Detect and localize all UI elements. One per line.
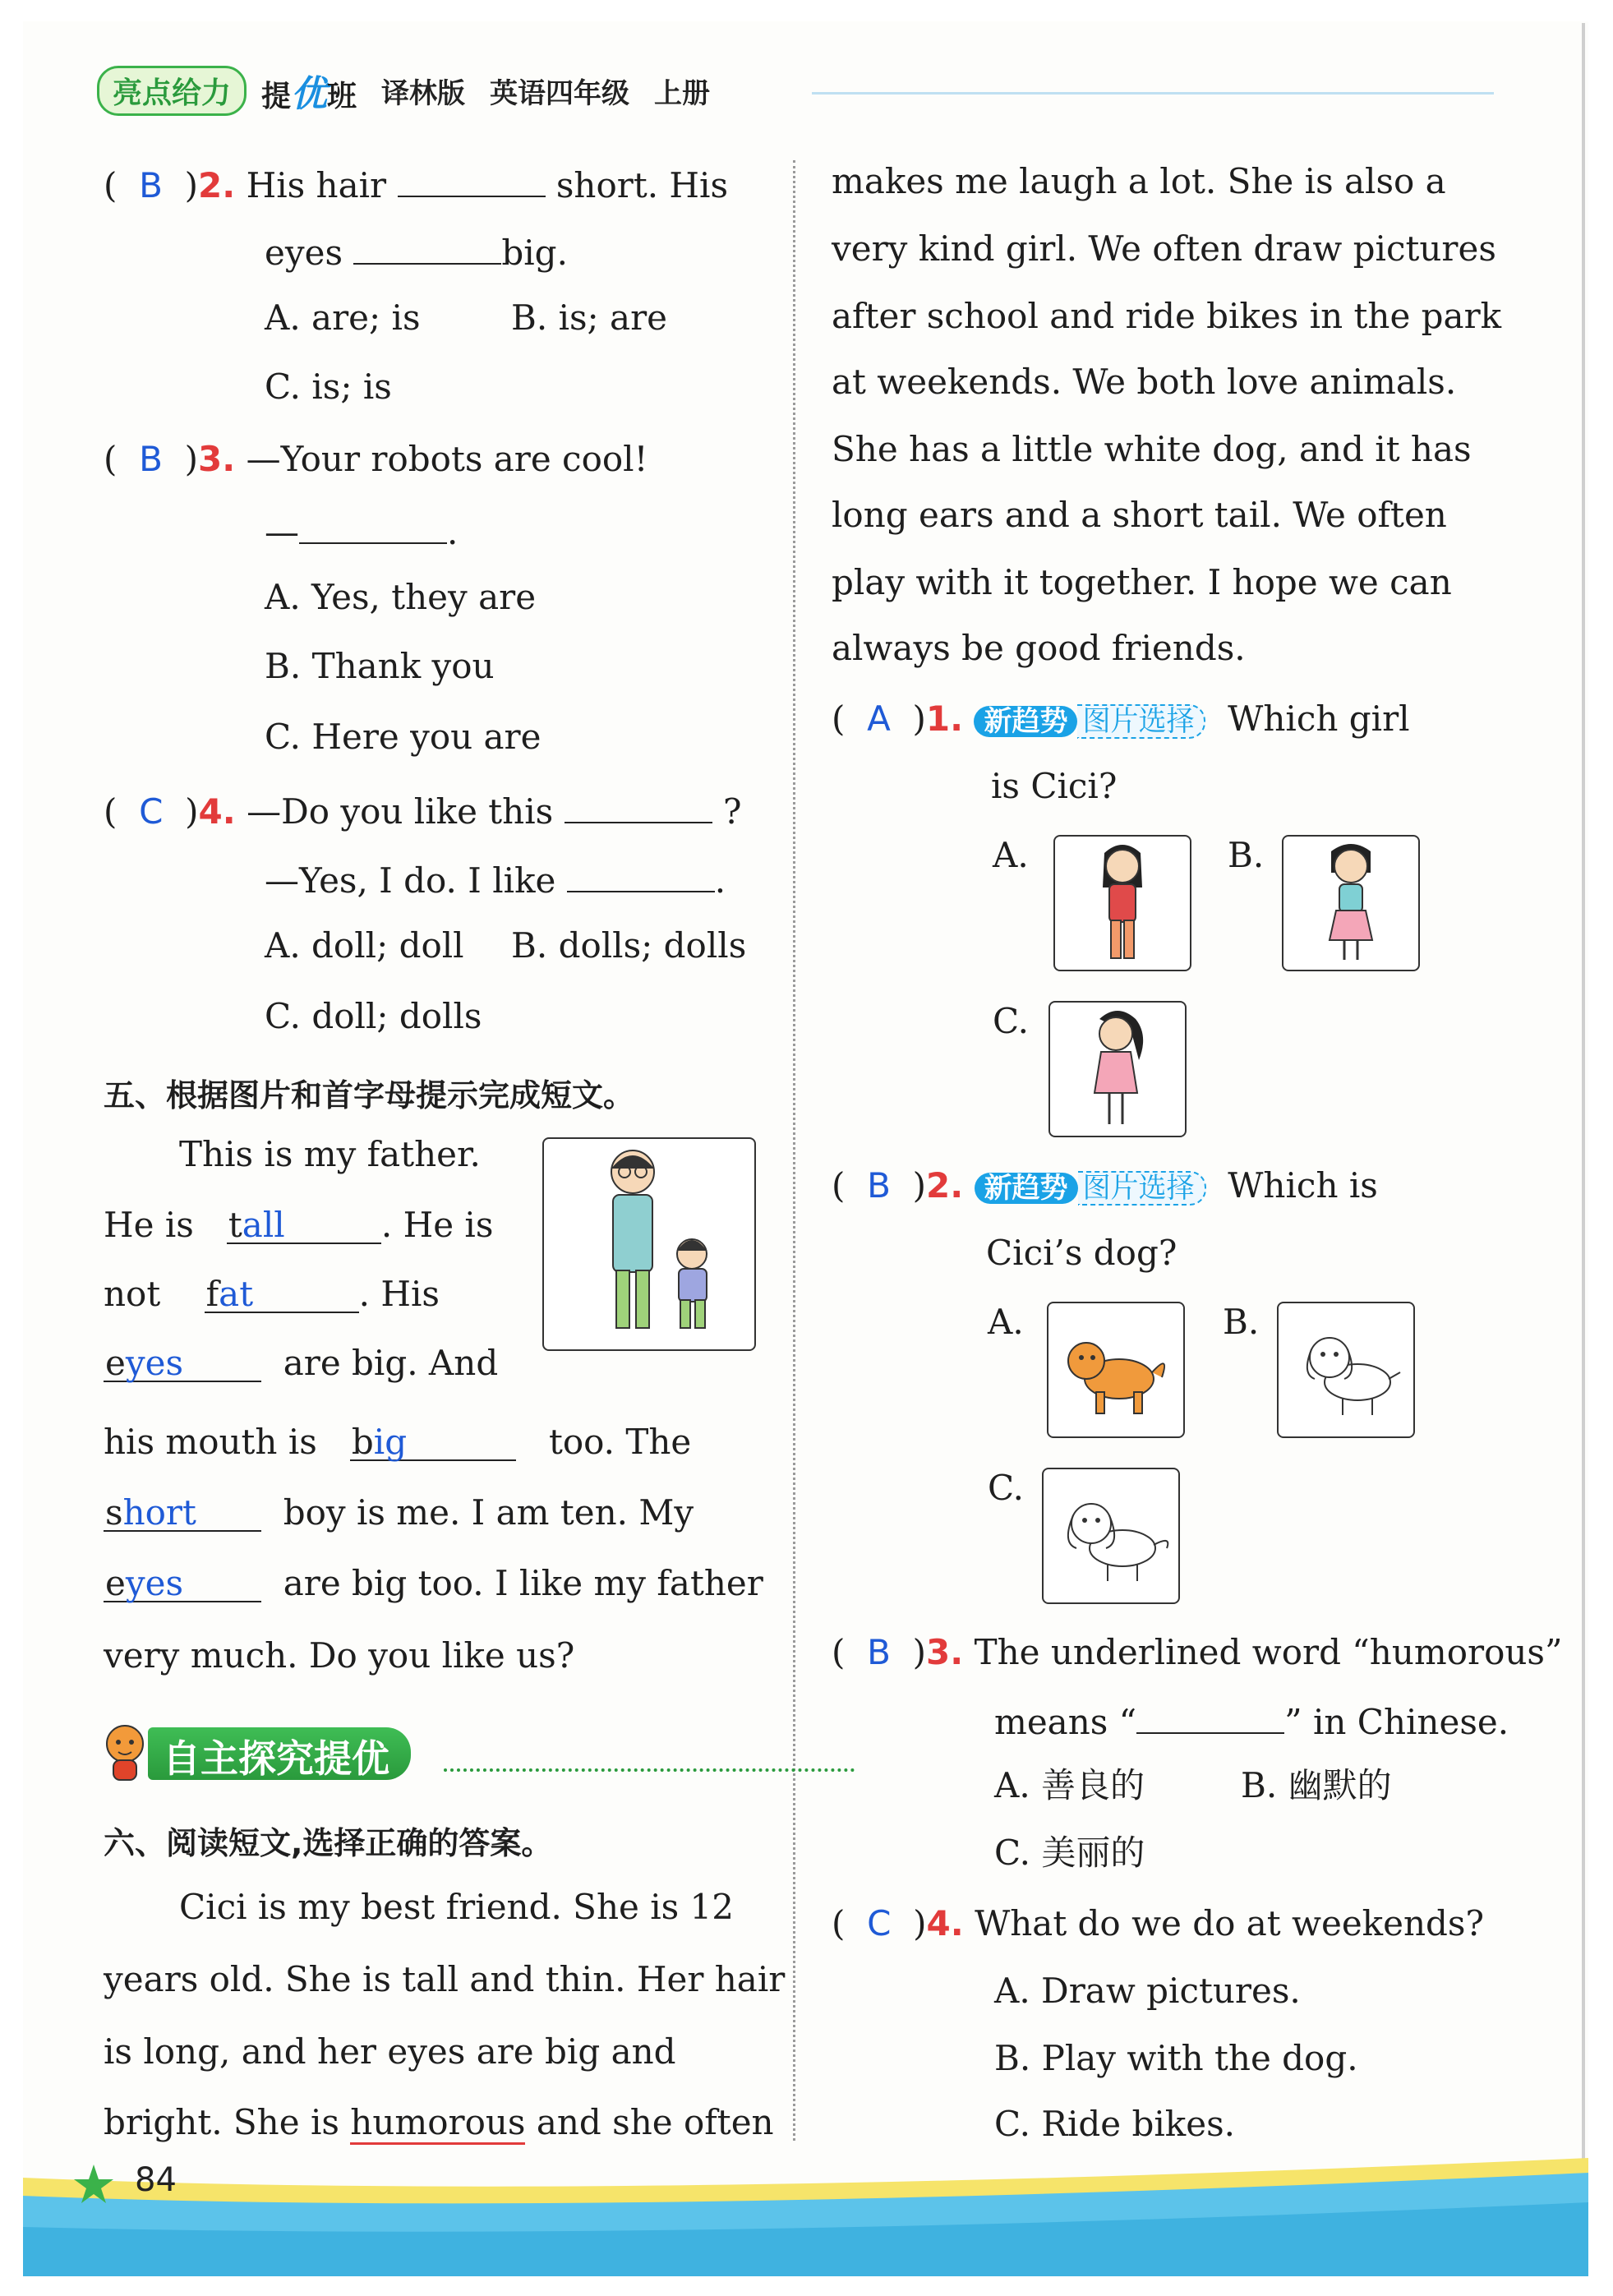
option: B. Play with the dog. [994, 2038, 1358, 2078]
girl-a-illustration [1055, 837, 1190, 970]
answer: C [139, 791, 164, 832]
option: A. Yes, they are [265, 577, 537, 617]
blank [299, 511, 447, 544]
new-trend-tag: 新趋势 图片选择 [974, 704, 1205, 739]
blank [565, 791, 712, 823]
passage6-line: makes me laugh a lot. She is also a [832, 161, 1446, 201]
passage6-line: very kind girl. We often draw pictures [832, 228, 1496, 269]
header [97, 66, 710, 115]
brand-logo: 亮点给力 [97, 66, 247, 116]
option: A. are; is [265, 297, 421, 338]
passage6-line: play with it together. I hope we can [832, 562, 1452, 602]
volume: 上册 [654, 76, 711, 110]
option: C. is; is [265, 367, 392, 407]
father-son-picture [542, 1137, 756, 1351]
passage5-line: eyes are big too. I like my father [105, 1563, 763, 1603]
fill-blank: big [350, 1425, 516, 1461]
series-title: 提优班 [261, 73, 357, 115]
fill-blank: fat [205, 1277, 359, 1313]
option: C. doll; dolls [265, 996, 482, 1036]
passage6-line: years old. She is tall and thin. Her hair [104, 1959, 786, 1999]
question-2-right: ( B )2. 新趋势 图片选择 Which is [832, 1165, 1378, 1206]
girl-option-a [1053, 835, 1191, 971]
subject: 英语四年级 [490, 76, 630, 110]
dog-option-a [1047, 1302, 1185, 1438]
option-label: C. [988, 1468, 1024, 1508]
passage6-line: at weekends. We both love animals. [832, 362, 1457, 402]
blank [398, 164, 546, 197]
white-dog-c-illustration [1044, 1469, 1178, 1602]
option: C. 美丽的 [994, 1833, 1145, 1873]
passage6-line: always be good friends. [832, 628, 1246, 668]
answer: A [867, 698, 891, 739]
answer: B [139, 439, 163, 479]
section-6-title: 六、阅读短文,选择正确的答案。 [104, 1825, 553, 1861]
section-5-title: 五、根据图片和首字母提示完成短文。 [104, 1077, 635, 1113]
girl-b-illustration [1283, 837, 1418, 970]
new-trend-tag: 新趋势 图片选择 [975, 1171, 1206, 1206]
answer: B [867, 1632, 891, 1672]
dog-option-c [1042, 1468, 1180, 1604]
question-4-right: ( C )4. What do we do at weekends? [832, 1903, 1484, 1943]
fill-blank: tall [227, 1208, 381, 1244]
answer: C [867, 1903, 892, 1943]
section-banner [99, 1721, 756, 1787]
option-label: A. [988, 1302, 1024, 1342]
option: B. 幽默的 [1241, 1765, 1392, 1805]
blank [353, 232, 501, 265]
brown-dog-illustration [1048, 1303, 1183, 1436]
edition: 译林版 [381, 76, 466, 110]
fill-blank: eyes [104, 1346, 261, 1382]
question-3-line2: means “ ” in Chinese. [994, 1702, 1509, 1742]
question-2-line2: Cici’s dog? [986, 1233, 1177, 1273]
passage5-line: This is my father. [179, 1134, 481, 1174]
option-label: B. [1223, 1302, 1260, 1342]
question-3-line2: — . [265, 512, 459, 552]
passage6-line: Cici is my best friend. She is 12 [179, 1887, 734, 1927]
page-edge [1582, 23, 1585, 2275]
star-icon [71, 2161, 117, 2207]
father-son-illustration [544, 1139, 754, 1349]
option: B. dolls; dolls [511, 925, 747, 966]
fill-blank: short [104, 1496, 261, 1532]
passage5-line: his mouth is big too. The [104, 1422, 692, 1462]
option-label: C. [993, 1001, 1029, 1041]
passage5-line: not fat . His [104, 1274, 440, 1314]
option: B. Thank you [265, 646, 495, 686]
question-4-line2: —Yes, I do. I like . [265, 860, 726, 901]
option: A. 善良的 [994, 1765, 1145, 1805]
column-divider [793, 160, 795, 2141]
underlined-word: humorous [350, 2102, 525, 2145]
girl-option-c [1048, 1001, 1187, 1137]
question-1-line2: is Cici? [991, 766, 1118, 806]
girl-option-b [1282, 835, 1420, 971]
option: B. is; are [511, 297, 668, 338]
white-dog-b-illustration [1279, 1303, 1413, 1436]
question-1-right: ( A )1. 新趋势 图片选择 Which girl [832, 698, 1410, 739]
passage5-line: short boy is me. I am ten. My [105, 1492, 694, 1533]
question-2-line2: eyes big. [265, 233, 568, 273]
dog-option-b [1277, 1302, 1415, 1438]
footer-wave [23, 2153, 1588, 2276]
passage6-line: is long, and her eyes are big and [104, 2031, 676, 2072]
answer: B [139, 165, 163, 205]
passage5-line: very much. Do you like us? [104, 1635, 575, 1676]
banner-dots [444, 1768, 855, 1772]
blank [1136, 1701, 1284, 1734]
question-3-right: ( B )3. The underlined word “humorous” [832, 1632, 1563, 1672]
passage6-line: long ears and a short tail. We often [832, 495, 1447, 535]
page-number: 84 [135, 2161, 177, 2199]
passage5-line: He is tall . He is [104, 1205, 494, 1245]
option: A. Draw pictures. [994, 1971, 1301, 2011]
header-rule [812, 92, 1494, 95]
option: A. doll; doll [265, 925, 464, 966]
passage6-line: bright. She is humorous and she often [104, 2105, 774, 2140]
passage6-line: She has a little white dog, and it has [832, 429, 1472, 469]
option-label: B. [1228, 835, 1265, 875]
answer: B [867, 1165, 891, 1206]
question-3-left: ( B )3. —Your robots are cool! [104, 439, 648, 479]
passage5-line: eyes are big. And [105, 1343, 499, 1383]
fill-blank: eyes [104, 1566, 261, 1602]
blank [567, 860, 715, 892]
girl-c-illustration [1050, 1003, 1185, 1136]
question-2-left: ( B )2. His hair short. His [104, 165, 729, 205]
option: C. Ride bikes. [994, 2104, 1236, 2144]
banner-title: 自主探究提优 [148, 1727, 411, 1780]
passage6-line: after school and ride bikes in the park [832, 296, 1502, 336]
option-label: A. [993, 835, 1029, 875]
tiger-mascot-icon [99, 1721, 151, 1783]
question-4-left: ( C )4. —Do you like this ? [104, 791, 742, 832]
option: C. Here you are [265, 717, 542, 757]
